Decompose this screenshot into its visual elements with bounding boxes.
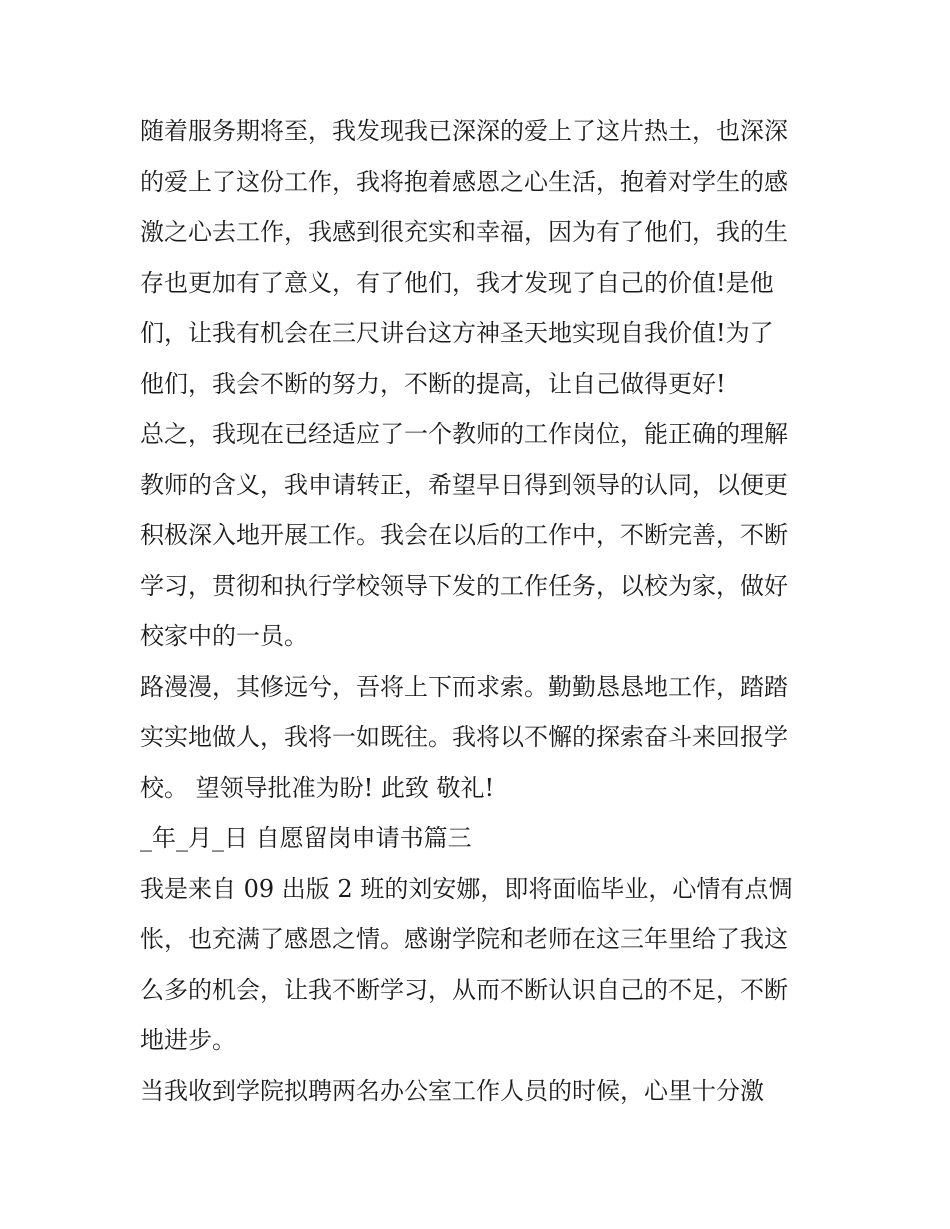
text-line: 们，让我有机会在三尺讲台这方神圣天地实现自我价值!为了 <box>140 319 774 347</box>
text-line: 校家中的一员。 <box>140 622 308 650</box>
text-line: 当我收到学院拟聘两名办公室工作人员的时候，心里十分激 <box>140 1076 764 1105</box>
text-line: 实实地做人，我将一如既往。我将以不懈的探索奋斗来回报学 <box>140 723 788 751</box>
text-line: 校。 望领导批准为盼! 此致 敬礼! <box>140 773 495 802</box>
section-heading: _年_月_日 自愿留岗申请书篇三 <box>140 824 472 852</box>
text-line: 我是来自 09 出版 2 班的刘安娜，即将面临毕业，心情有点惆 <box>140 874 793 903</box>
text-line: 积极深入地开展工作。我会在以后的工作中，不断完善，不断 <box>140 521 788 549</box>
text-line: 怅，也充满了感恩之情。感谢学院和老师在这三年里给了我这 <box>140 925 788 953</box>
text-line: 的爱上了这份工作，我将抱着感恩之心生活，抱着对学生的感 <box>140 167 788 196</box>
text-line: 存也更加有了意义，有了他们，我才发现了自己的价值!是他 <box>140 268 774 297</box>
text-line: 么多的机会，让我不断学习，从而不断认识自己的不足，不断 <box>140 975 788 1004</box>
text-line: 学习，贯彻和执行学校领导下发的工作任务，以校为家，做好 <box>140 571 788 600</box>
text-line: 地进步。 <box>140 1026 236 1054</box>
text-line: 他们，我会不断的努力，不断的提高，让自己做得更好! <box>140 369 726 398</box>
text-line: 教师的含义，我申请转正，希望早日得到领导的认同，以便更 <box>140 470 788 499</box>
document-body <box>140 106 812 1116</box>
text-line: 随着服务期将至，我发现我已深深的爱上了这片热土，也深深 <box>140 117 788 145</box>
text-line: 总之，我现在已经适应了一个教师的工作岗位，能正确的理解 <box>140 420 788 448</box>
text-line: 激之心去工作，我感到很充实和幸福，因为有了他们，我的生 <box>140 218 788 246</box>
text-line: 路漫漫，其修远兮，吾将上下而求索。勤勤恳恳地工作，踏踏 <box>140 672 788 701</box>
